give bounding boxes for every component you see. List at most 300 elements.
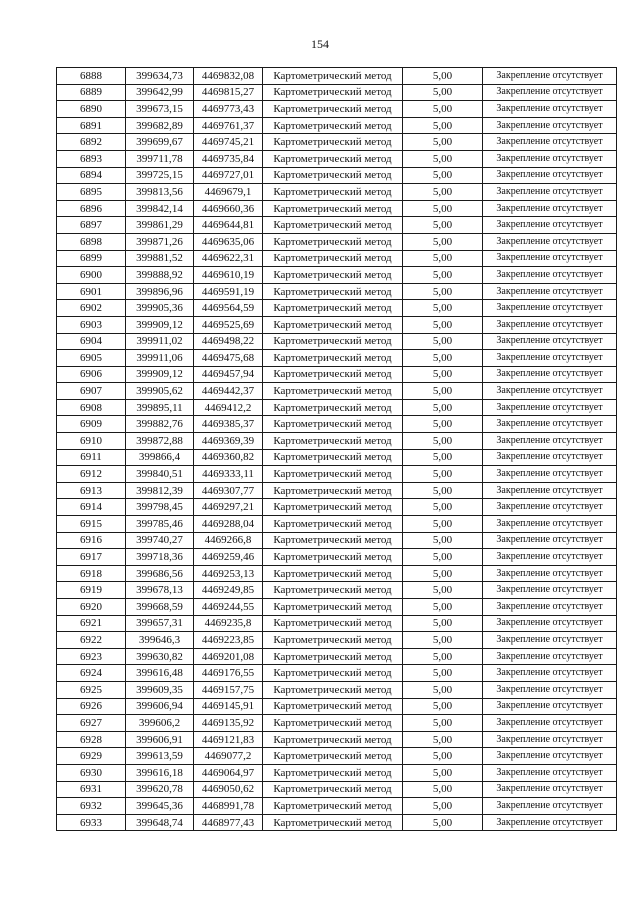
fixing-cell: Закрепление отсутствует <box>483 333 617 350</box>
accuracy-cell: 5,00 <box>403 68 483 85</box>
x-coordinate-cell: 399882,76 <box>126 416 194 433</box>
x-coordinate-cell: 399725,15 <box>126 167 194 184</box>
x-coordinate-cell: 399905,62 <box>126 383 194 400</box>
point-number-cell: 6890 <box>57 101 126 118</box>
accuracy-cell: 5,00 <box>403 648 483 665</box>
accuracy-cell: 5,00 <box>403 267 483 284</box>
point-number-cell: 6897 <box>57 217 126 234</box>
table-row <box>57 233 617 250</box>
accuracy-cell: 5,00 <box>403 698 483 715</box>
y-coordinate-cell: 4469610,19 <box>194 267 263 284</box>
accuracy-cell: 5,00 <box>403 731 483 748</box>
fixing-cell: Закрепление отсутствует <box>483 798 617 815</box>
fixing-cell: Закрепление отсутствует <box>483 200 617 217</box>
y-coordinate-cell: 4469591,19 <box>194 283 263 300</box>
x-coordinate-cell: 399871,26 <box>126 233 194 250</box>
accuracy-cell: 5,00 <box>403 549 483 566</box>
x-coordinate-cell: 399630,82 <box>126 648 194 665</box>
table-row <box>57 648 617 665</box>
method-cell: Картометрический метод <box>263 532 403 549</box>
point-number-cell: 6932 <box>57 798 126 815</box>
fixing-cell: Закрепление отсутствует <box>483 184 617 201</box>
y-coordinate-cell: 4469635,06 <box>194 233 263 250</box>
table-row <box>57 167 617 184</box>
table-row <box>57 599 617 616</box>
method-cell: Картометрический метод <box>263 698 403 715</box>
fixing-cell: Закрепление отсутствует <box>483 748 617 765</box>
fixing-cell: Закрепление отсутствует <box>483 532 617 549</box>
fixing-cell: Закрепление отсутствует <box>483 68 617 85</box>
fixing-cell: Закрепление отсутствует <box>483 516 617 533</box>
accuracy-cell: 5,00 <box>403 217 483 234</box>
y-coordinate-cell: 4468991,78 <box>194 798 263 815</box>
method-cell: Картометрический метод <box>263 217 403 234</box>
fixing-cell: Закрепление отсутствует <box>483 84 617 101</box>
accuracy-cell: 5,00 <box>403 798 483 815</box>
fixing-cell: Закрепление отсутствует <box>483 366 617 383</box>
point-number-cell: 6911 <box>57 449 126 466</box>
coordinates-table <box>56 67 617 831</box>
x-coordinate-cell: 399718,36 <box>126 549 194 566</box>
fixing-cell: Закрепление отсутствует <box>483 715 617 732</box>
accuracy-cell: 5,00 <box>403 632 483 649</box>
table-row <box>57 150 617 167</box>
table-row <box>57 466 617 483</box>
table-row <box>57 748 617 765</box>
point-number-cell: 6894 <box>57 167 126 184</box>
table-row <box>57 549 617 566</box>
y-coordinate-cell: 4469235,8 <box>194 615 263 632</box>
method-cell: Картометрический метод <box>263 731 403 748</box>
accuracy-cell: 5,00 <box>403 416 483 433</box>
method-cell: Картометрический метод <box>263 516 403 533</box>
point-number-cell: 6915 <box>57 516 126 533</box>
x-coordinate-cell: 399812,39 <box>126 482 194 499</box>
accuracy-cell: 5,00 <box>403 764 483 781</box>
y-coordinate-cell: 4468977,43 <box>194 814 263 831</box>
accuracy-cell: 5,00 <box>403 665 483 682</box>
point-number-cell: 6901 <box>57 283 126 300</box>
accuracy-cell: 5,00 <box>403 350 483 367</box>
y-coordinate-cell: 4469176,55 <box>194 665 263 682</box>
accuracy-cell: 5,00 <box>403 781 483 798</box>
x-coordinate-cell: 399673,15 <box>126 101 194 118</box>
fixing-cell: Закрепление отсутствует <box>483 250 617 267</box>
method-cell: Картометрический метод <box>263 582 403 599</box>
accuracy-cell: 5,00 <box>403 615 483 632</box>
x-coordinate-cell: 399606,2 <box>126 715 194 732</box>
x-coordinate-cell: 399909,12 <box>126 366 194 383</box>
accuracy-cell: 5,00 <box>403 250 483 267</box>
x-coordinate-cell: 399896,96 <box>126 283 194 300</box>
method-cell: Картометрический метод <box>263 134 403 151</box>
y-coordinate-cell: 4469201,08 <box>194 648 263 665</box>
method-cell: Картометрический метод <box>263 599 403 616</box>
method-cell: Картометрический метод <box>263 681 403 698</box>
y-coordinate-cell: 4469773,43 <box>194 101 263 118</box>
x-coordinate-cell: 399911,06 <box>126 350 194 367</box>
x-coordinate-cell: 399866,4 <box>126 449 194 466</box>
table-row <box>57 798 617 815</box>
y-coordinate-cell: 4469412,2 <box>194 399 263 416</box>
method-cell: Картометрический метод <box>263 565 403 582</box>
method-cell: Картометрический метод <box>263 615 403 632</box>
y-coordinate-cell: 4469244,55 <box>194 599 263 616</box>
x-coordinate-cell: 399740,27 <box>126 532 194 549</box>
accuracy-cell: 5,00 <box>403 466 483 483</box>
accuracy-cell: 5,00 <box>403 300 483 317</box>
y-coordinate-cell: 4469761,37 <box>194 117 263 134</box>
fixing-cell: Закрепление отсутствует <box>483 665 617 682</box>
point-number-cell: 6925 <box>57 681 126 698</box>
y-coordinate-cell: 4469135,92 <box>194 715 263 732</box>
fixing-cell: Закрепление отсутствует <box>483 781 617 798</box>
accuracy-cell: 5,00 <box>403 184 483 201</box>
point-number-cell: 6902 <box>57 300 126 317</box>
y-coordinate-cell: 4469297,21 <box>194 499 263 516</box>
fixing-cell: Закрепление отсутствует <box>483 233 617 250</box>
table-row <box>57 217 617 234</box>
method-cell: Картометрический метод <box>263 316 403 333</box>
x-coordinate-cell: 399888,92 <box>126 267 194 284</box>
accuracy-cell: 5,00 <box>403 482 483 499</box>
x-coordinate-cell: 399872,88 <box>126 433 194 450</box>
fixing-cell: Закрепление отсутствует <box>483 433 617 450</box>
x-coordinate-cell: 399798,45 <box>126 499 194 516</box>
accuracy-cell: 5,00 <box>403 516 483 533</box>
method-cell: Картометрический метод <box>263 350 403 367</box>
method-cell: Картометрический метод <box>263 233 403 250</box>
table-row <box>57 814 617 831</box>
accuracy-cell: 5,00 <box>403 283 483 300</box>
fixing-cell: Закрепление отсутствует <box>483 350 617 367</box>
table-row <box>57 316 617 333</box>
fixing-cell: Закрепление отсутствует <box>483 101 617 118</box>
point-number-cell: 6905 <box>57 350 126 367</box>
accuracy-cell: 5,00 <box>403 582 483 599</box>
table-row <box>57 632 617 649</box>
fixing-cell: Закрепление отсутствует <box>483 499 617 516</box>
point-number-cell: 6910 <box>57 433 126 450</box>
x-coordinate-cell: 399895,11 <box>126 399 194 416</box>
point-number-cell: 6930 <box>57 764 126 781</box>
y-coordinate-cell: 4469475,68 <box>194 350 263 367</box>
method-cell: Картометрический метод <box>263 499 403 516</box>
method-cell: Картометрический метод <box>263 117 403 134</box>
point-number-cell: 6927 <box>57 715 126 732</box>
accuracy-cell: 5,00 <box>403 167 483 184</box>
page-number: 154 <box>311 37 329 51</box>
y-coordinate-cell: 4469457,94 <box>194 366 263 383</box>
y-coordinate-cell: 4469050,62 <box>194 781 263 798</box>
table-row <box>57 399 617 416</box>
y-coordinate-cell: 4469660,36 <box>194 200 263 217</box>
fixing-cell: Закрепление отсутствует <box>483 549 617 566</box>
table-row <box>57 731 617 748</box>
point-number-cell: 6918 <box>57 565 126 582</box>
point-number-cell: 6912 <box>57 466 126 483</box>
x-coordinate-cell: 399606,94 <box>126 698 194 715</box>
accuracy-cell: 5,00 <box>403 366 483 383</box>
fixing-cell: Закрепление отсутствует <box>483 283 617 300</box>
point-number-cell: 6903 <box>57 316 126 333</box>
accuracy-cell: 5,00 <box>403 134 483 151</box>
accuracy-cell: 5,00 <box>403 599 483 616</box>
method-cell: Картометрический метод <box>263 150 403 167</box>
method-cell: Картометрический метод <box>263 200 403 217</box>
x-coordinate-cell: 399699,67 <box>126 134 194 151</box>
fixing-cell: Закрепление отсутствует <box>483 150 617 167</box>
fixing-cell: Закрепление отсутствует <box>483 449 617 466</box>
table-row <box>57 134 617 151</box>
table-row <box>57 482 617 499</box>
point-number-cell: 6909 <box>57 416 126 433</box>
fixing-cell: Закрепление отсутствует <box>483 582 617 599</box>
method-cell: Картометрический метод <box>263 433 403 450</box>
x-coordinate-cell: 399642,99 <box>126 84 194 101</box>
y-coordinate-cell: 4469266,8 <box>194 532 263 549</box>
table-row <box>57 300 617 317</box>
fixing-cell: Закрепление отсутствует <box>483 167 617 184</box>
y-coordinate-cell: 4469832,08 <box>194 68 263 85</box>
x-coordinate-cell: 399616,18 <box>126 764 194 781</box>
accuracy-cell: 5,00 <box>403 748 483 765</box>
x-coordinate-cell: 399785,46 <box>126 516 194 533</box>
method-cell: Картометрический метод <box>263 798 403 815</box>
point-number-cell: 6913 <box>57 482 126 499</box>
accuracy-cell: 5,00 <box>403 200 483 217</box>
x-coordinate-cell: 399711,78 <box>126 150 194 167</box>
accuracy-cell: 5,00 <box>403 333 483 350</box>
method-cell: Картометрический метод <box>263 549 403 566</box>
y-coordinate-cell: 4469735,84 <box>194 150 263 167</box>
point-number-cell: 6908 <box>57 399 126 416</box>
table-row <box>57 117 617 134</box>
table-row <box>57 283 617 300</box>
method-cell: Картометрический метод <box>263 283 403 300</box>
table-row <box>57 383 617 400</box>
point-number-cell: 6917 <box>57 549 126 566</box>
point-number-cell: 6926 <box>57 698 126 715</box>
method-cell: Картометрический метод <box>263 764 403 781</box>
x-coordinate-cell: 399905,36 <box>126 300 194 317</box>
method-cell: Картометрический метод <box>263 781 403 798</box>
y-coordinate-cell: 4469815,27 <box>194 84 263 101</box>
x-coordinate-cell: 399678,13 <box>126 582 194 599</box>
x-coordinate-cell: 399881,52 <box>126 250 194 267</box>
y-coordinate-cell: 4469253,13 <box>194 565 263 582</box>
accuracy-cell: 5,00 <box>403 532 483 549</box>
method-cell: Картометрический метод <box>263 466 403 483</box>
point-number-cell: 6899 <box>57 250 126 267</box>
fixing-cell: Закрепление отсутствует <box>483 316 617 333</box>
x-coordinate-cell: 399634,73 <box>126 68 194 85</box>
x-coordinate-cell: 399646,3 <box>126 632 194 649</box>
fixing-cell: Закрепление отсутствует <box>483 217 617 234</box>
point-number-cell: 6923 <box>57 648 126 665</box>
table-row <box>57 764 617 781</box>
fixing-cell: Закрепление отсутствует <box>483 416 617 433</box>
method-cell: Картометрический метод <box>263 748 403 765</box>
point-number-cell: 6904 <box>57 333 126 350</box>
y-coordinate-cell: 4469121,83 <box>194 731 263 748</box>
table-row <box>57 267 617 284</box>
y-coordinate-cell: 4469249,85 <box>194 582 263 599</box>
fixing-cell: Закрепление отсутствует <box>483 466 617 483</box>
table-row <box>57 698 617 715</box>
point-number-cell: 6933 <box>57 814 126 831</box>
method-cell: Картометрический метод <box>263 449 403 466</box>
y-coordinate-cell: 4469622,31 <box>194 250 263 267</box>
accuracy-cell: 5,00 <box>403 316 483 333</box>
y-coordinate-cell: 4469564,59 <box>194 300 263 317</box>
x-coordinate-cell: 399668,59 <box>126 599 194 616</box>
fixing-cell: Закрепление отсутствует <box>483 681 617 698</box>
x-coordinate-cell: 399813,56 <box>126 184 194 201</box>
method-cell: Картометрический метод <box>263 250 403 267</box>
x-coordinate-cell: 399909,12 <box>126 316 194 333</box>
fixing-cell: Закрепление отсутствует <box>483 117 617 134</box>
fixing-cell: Закрепление отсутствует <box>483 482 617 499</box>
y-coordinate-cell: 4469333,11 <box>194 466 263 483</box>
method-cell: Картометрический метод <box>263 383 403 400</box>
accuracy-cell: 5,00 <box>403 84 483 101</box>
point-number-cell: 6888 <box>57 68 126 85</box>
y-coordinate-cell: 4469442,37 <box>194 383 263 400</box>
point-number-cell: 6906 <box>57 366 126 383</box>
fixing-cell: Закрепление отсутствует <box>483 731 617 748</box>
table-row <box>57 565 617 582</box>
point-number-cell: 6928 <box>57 731 126 748</box>
point-number-cell: 6924 <box>57 665 126 682</box>
y-coordinate-cell: 4469360,82 <box>194 449 263 466</box>
fixing-cell: Закрепление отсутствует <box>483 615 617 632</box>
accuracy-cell: 5,00 <box>403 814 483 831</box>
x-coordinate-cell: 399609,35 <box>126 681 194 698</box>
accuracy-cell: 5,00 <box>403 383 483 400</box>
x-coordinate-cell: 399606,91 <box>126 731 194 748</box>
y-coordinate-cell: 4469259,46 <box>194 549 263 566</box>
method-cell: Картометрический метод <box>263 416 403 433</box>
point-number-cell: 6922 <box>57 632 126 649</box>
y-coordinate-cell: 4469369,39 <box>194 433 263 450</box>
accuracy-cell: 5,00 <box>403 233 483 250</box>
table-row <box>57 250 617 267</box>
x-coordinate-cell: 399911,02 <box>126 333 194 350</box>
fixing-cell: Закрепление отсутствует <box>483 383 617 400</box>
x-coordinate-cell: 399842,14 <box>126 200 194 217</box>
method-cell: Картометрический метод <box>263 300 403 317</box>
y-coordinate-cell: 4469223,85 <box>194 632 263 649</box>
y-coordinate-cell: 4469145,91 <box>194 698 263 715</box>
y-coordinate-cell: 4469498,22 <box>194 333 263 350</box>
table-row <box>57 84 617 101</box>
accuracy-cell: 5,00 <box>403 399 483 416</box>
table-row <box>57 582 617 599</box>
y-coordinate-cell: 4469525,69 <box>194 316 263 333</box>
x-coordinate-cell: 399620,78 <box>126 781 194 798</box>
accuracy-cell: 5,00 <box>403 715 483 732</box>
table-row <box>57 715 617 732</box>
method-cell: Картометрический метод <box>263 715 403 732</box>
accuracy-cell: 5,00 <box>403 681 483 698</box>
table-row <box>57 200 617 217</box>
accuracy-cell: 5,00 <box>403 499 483 516</box>
y-coordinate-cell: 4469727,01 <box>194 167 263 184</box>
point-number-cell: 6907 <box>57 383 126 400</box>
table-row <box>57 366 617 383</box>
x-coordinate-cell: 399682,89 <box>126 117 194 134</box>
method-cell: Картометрический метод <box>263 665 403 682</box>
point-number-cell: 6893 <box>57 150 126 167</box>
fixing-cell: Закрепление отсутствует <box>483 565 617 582</box>
accuracy-cell: 5,00 <box>403 150 483 167</box>
table-row <box>57 433 617 450</box>
fixing-cell: Закрепление отсутствует <box>483 300 617 317</box>
table-row <box>57 665 617 682</box>
point-number-cell: 6895 <box>57 184 126 201</box>
y-coordinate-cell: 4469157,75 <box>194 681 263 698</box>
point-number-cell: 6900 <box>57 267 126 284</box>
method-cell: Картометрический метод <box>263 632 403 649</box>
accuracy-cell: 5,00 <box>403 117 483 134</box>
point-number-cell: 6891 <box>57 117 126 134</box>
table-row <box>57 781 617 798</box>
method-cell: Картометрический метод <box>263 399 403 416</box>
point-number-cell: 6919 <box>57 582 126 599</box>
point-number-cell: 6929 <box>57 748 126 765</box>
table-row <box>57 449 617 466</box>
fixing-cell: Закрепление отсутствует <box>483 399 617 416</box>
y-coordinate-cell: 4469644,81 <box>194 217 263 234</box>
accuracy-cell: 5,00 <box>403 449 483 466</box>
x-coordinate-cell: 399648,74 <box>126 814 194 831</box>
point-number-cell: 6916 <box>57 532 126 549</box>
accuracy-cell: 5,00 <box>403 433 483 450</box>
method-cell: Картометрический метод <box>263 101 403 118</box>
method-cell: Картометрический метод <box>263 366 403 383</box>
x-coordinate-cell: 399645,36 <box>126 798 194 815</box>
point-number-cell: 6896 <box>57 200 126 217</box>
method-cell: Картометрический метод <box>263 482 403 499</box>
method-cell: Картометрический метод <box>263 648 403 665</box>
x-coordinate-cell: 399613,59 <box>126 748 194 765</box>
method-cell: Картометрический метод <box>263 167 403 184</box>
table-row <box>57 68 617 85</box>
fixing-cell: Закрепление отсутствует <box>483 599 617 616</box>
point-number-cell: 6914 <box>57 499 126 516</box>
fixing-cell: Закрепление отсутствует <box>483 267 617 284</box>
fixing-cell: Закрепление отсутствует <box>483 648 617 665</box>
table-row <box>57 532 617 549</box>
method-cell: Картометрический метод <box>263 184 403 201</box>
table-row <box>57 333 617 350</box>
fixing-cell: Закрепление отсутствует <box>483 814 617 831</box>
table-row <box>57 184 617 201</box>
method-cell: Картометрический метод <box>263 814 403 831</box>
point-number-cell: 6898 <box>57 233 126 250</box>
point-number-cell: 6889 <box>57 84 126 101</box>
method-cell: Картометрический метод <box>263 68 403 85</box>
accuracy-cell: 5,00 <box>403 101 483 118</box>
table-row <box>57 681 617 698</box>
fixing-cell: Закрепление отсутствует <box>483 134 617 151</box>
accuracy-cell: 5,00 <box>403 565 483 582</box>
x-coordinate-cell: 399657,31 <box>126 615 194 632</box>
point-number-cell: 6892 <box>57 134 126 151</box>
y-coordinate-cell: 4469745,21 <box>194 134 263 151</box>
x-coordinate-cell: 399861,29 <box>126 217 194 234</box>
